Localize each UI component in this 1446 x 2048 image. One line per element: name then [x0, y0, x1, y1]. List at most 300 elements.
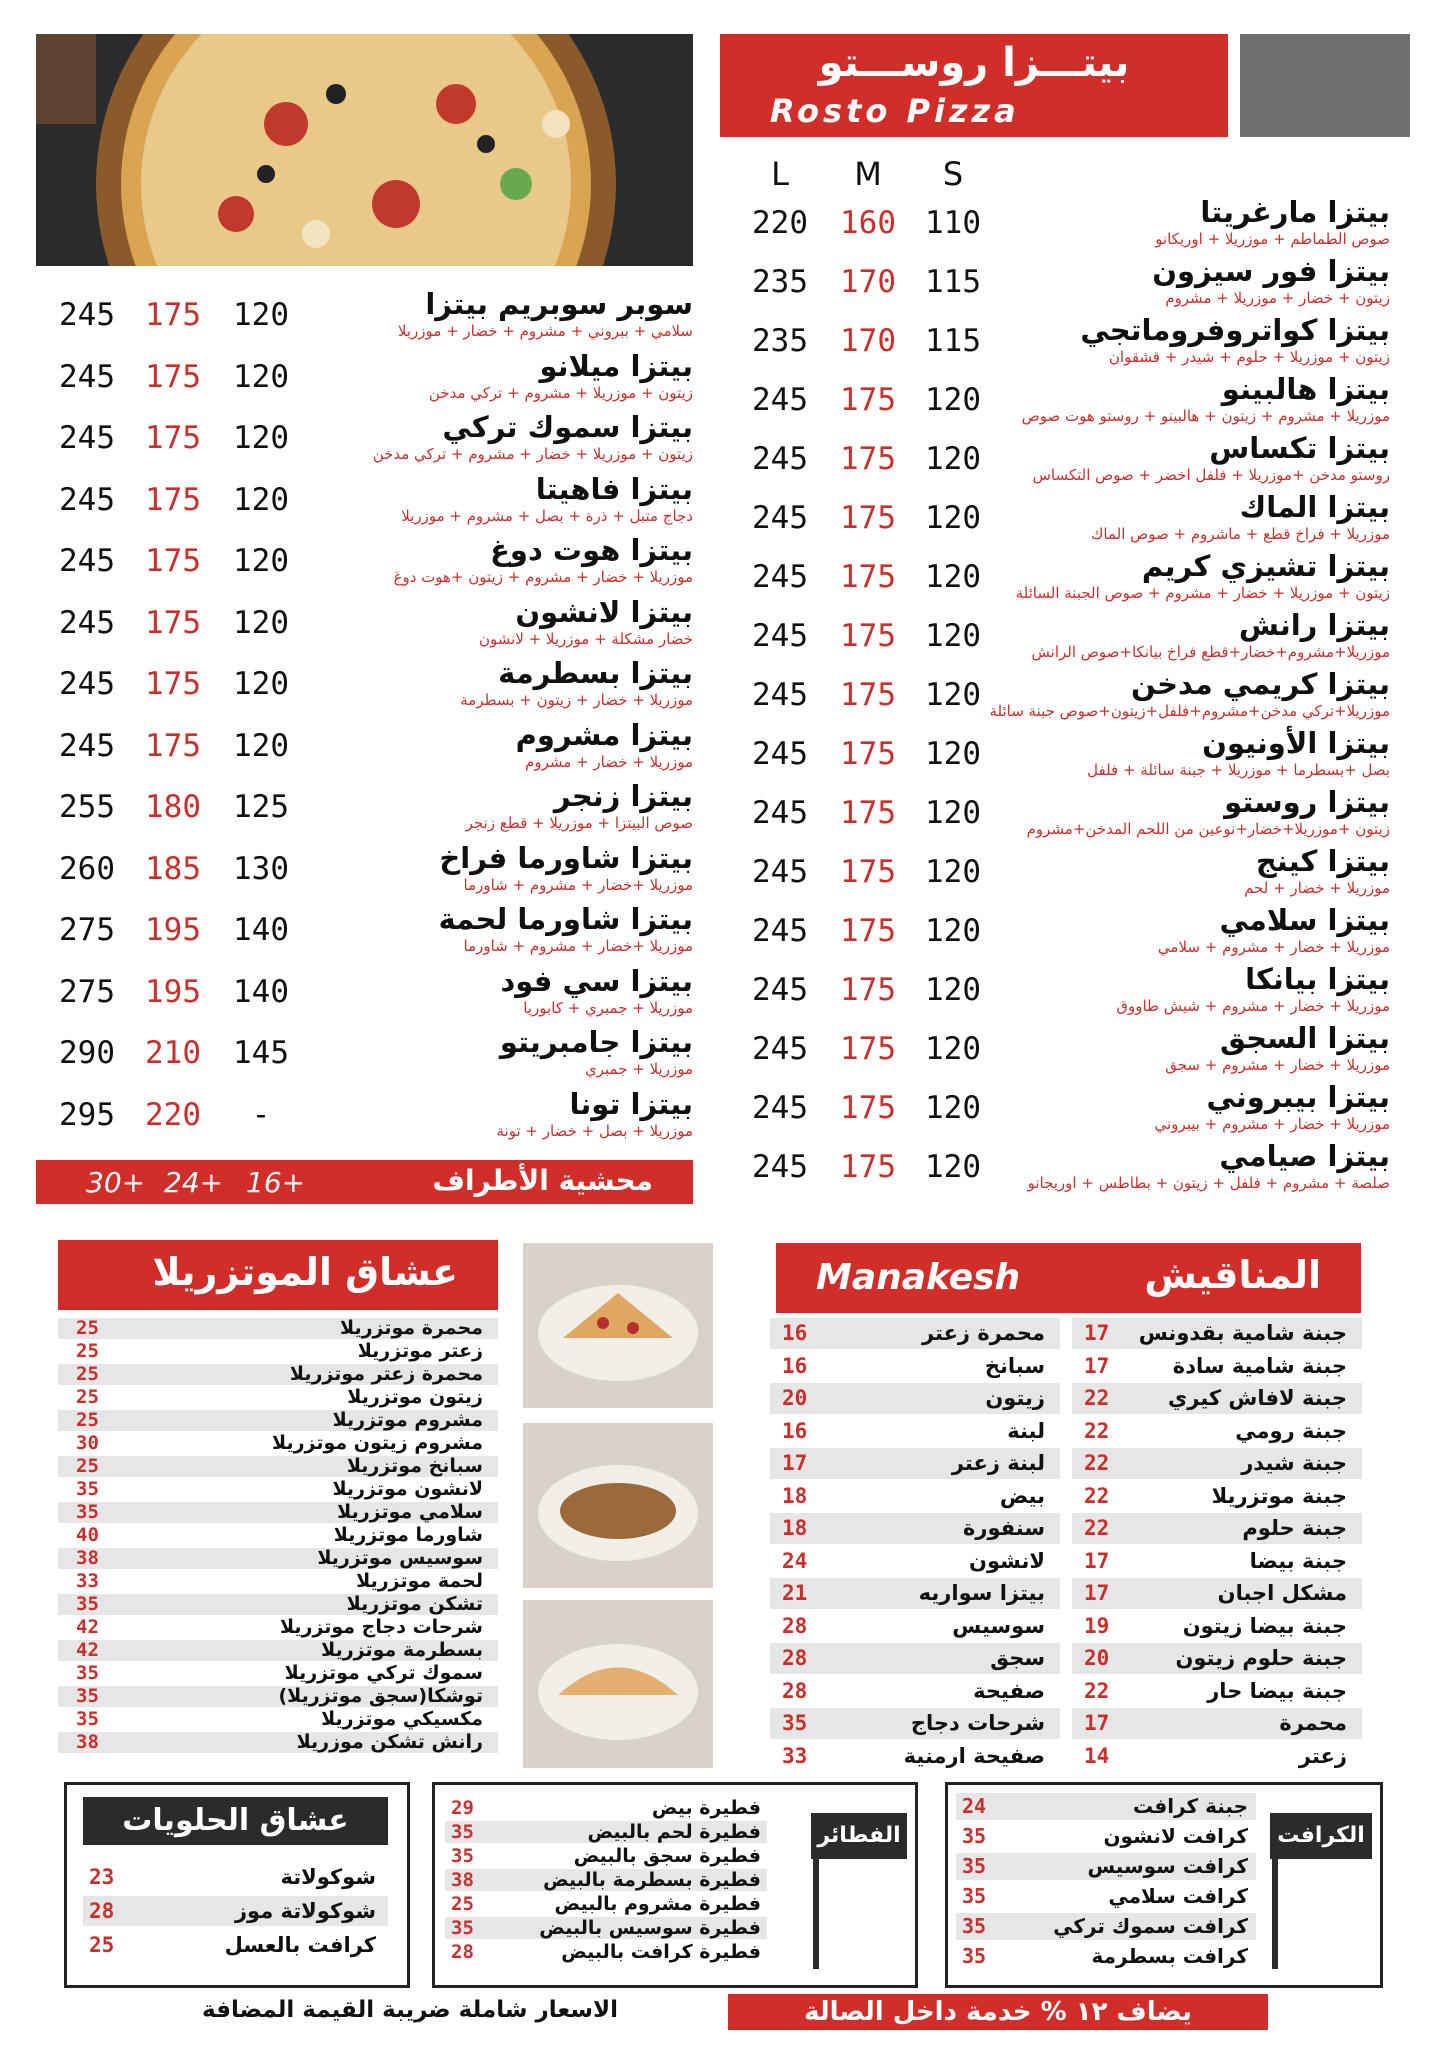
price-large: 235 — [752, 264, 808, 300]
price-medium: 175 — [145, 666, 201, 702]
manakesh-photo-3 — [523, 1600, 713, 1768]
list-item — [770, 1351, 1060, 1382]
item-price: 18 — [782, 1516, 808, 1540]
pizza-name: بيتزا مارغريتا — [1200, 195, 1390, 229]
list-item — [445, 1917, 767, 1939]
price-large: 245 — [752, 1031, 808, 1067]
item-name: فطيرة لحم بالبيض — [587, 1821, 761, 1843]
price-medium: 220 — [145, 1096, 201, 1133]
item-name: شوكولاتة موز — [234, 1899, 376, 1923]
pizza-row — [0, 841, 1446, 900]
price-medium: 175 — [840, 854, 896, 890]
pizza-desc: موزريلا + خضار + مشروم — [525, 752, 693, 771]
price-small: 120 — [925, 1031, 981, 1067]
price-large: 245 — [59, 727, 115, 764]
pizza-desc: خضار مشكلة + موزريلا + لانشون — [478, 629, 693, 648]
list-item — [83, 1862, 388, 1892]
list-item — [58, 1456, 498, 1477]
price-small: 115 — [925, 264, 981, 300]
header-title-ar: بيتـــزا روســـتو — [818, 40, 1130, 86]
list-item — [445, 1941, 767, 1963]
item-price: 25 — [76, 1363, 99, 1385]
list-item — [956, 1793, 1256, 1820]
item-price: 25 — [76, 1340, 99, 1362]
list-item — [956, 1823, 1256, 1850]
price-medium: 175 — [145, 604, 201, 641]
price-medium: 175 — [840, 441, 896, 477]
pizza-name: بيتزا كواتروفروماتجي — [1080, 313, 1390, 347]
size-header-s: S — [942, 155, 964, 193]
item-price: 22 — [1084, 1678, 1110, 1703]
pizza-desc: زيتون + موزريلا + خضار + مشروم + تركي مدخن — [372, 445, 693, 463]
price-medium: 175 — [145, 727, 201, 764]
item-price: 21 — [782, 1581, 808, 1605]
price-large: 295 — [59, 1096, 115, 1133]
item-price: 28 — [782, 1646, 808, 1670]
list-item — [83, 1896, 388, 1926]
item-name: زيتون — [985, 1386, 1045, 1410]
pizza-name: بيتزا فاهيتا — [535, 471, 693, 506]
item-name: بسطرمة موتزريلا — [321, 1639, 483, 1661]
item-price: 38 — [451, 1869, 474, 1891]
item-name: جبنة لافاش كيري — [1168, 1386, 1347, 1410]
stuffed-crust-price-s: 16+ — [246, 1166, 306, 1199]
item-price: 42 — [76, 1639, 99, 1661]
item-name: جبنة حلوم — [1242, 1516, 1347, 1540]
item-name: جبنة شامية سادة — [1172, 1353, 1347, 1378]
item-name: تشكن موتزريلا — [346, 1593, 483, 1615]
item-name: جبنة كرافت — [1132, 1794, 1248, 1818]
item-name: مشروم موتزريلا — [332, 1409, 483, 1431]
item-name: سوسيس موتزريلا — [317, 1547, 483, 1569]
price-large: 245 — [59, 481, 115, 518]
pizza-desc: صوص الطماطم + موزريلا + اوريكانو — [1155, 230, 1390, 248]
mozzarella-title: عشاق الموتزريلا — [152, 1250, 458, 1294]
item-price: 24 — [962, 1794, 987, 1818]
item-price: 42 — [76, 1616, 99, 1638]
header-banner — [720, 34, 1228, 137]
item-price: 19 — [1084, 1613, 1110, 1638]
price-large: 245 — [752, 736, 808, 772]
pizza-row — [0, 1025, 1446, 1084]
pizza-name: بيتزا شاورما لحمة — [438, 902, 693, 936]
price-small: 120 — [233, 604, 289, 641]
pizza-name: بيتزا جامبريتو — [499, 1025, 693, 1059]
manakesh-title-ar: المناقيش — [1144, 1253, 1321, 1297]
list-item — [956, 1853, 1256, 1880]
stuffed-crust-price-l: 30+ — [86, 1166, 146, 1199]
price-large: 245 — [752, 913, 808, 949]
pizza-desc: موزريلا + جمبري — [585, 1060, 693, 1078]
price-large: 245 — [752, 500, 808, 536]
price-small: 120 — [925, 736, 981, 772]
item-price: 17 — [1084, 1581, 1110, 1605]
price-medium: 175 — [840, 1149, 896, 1185]
price-small: 120 — [233, 358, 289, 395]
sweets-title: عشاق الحلويات — [122, 1803, 349, 1838]
price-small: 120 — [233, 543, 289, 579]
sweets-box — [64, 1782, 410, 1988]
item-price: 35 — [76, 1662, 99, 1684]
pizza-row — [0, 410, 1446, 469]
list-item — [58, 1502, 498, 1523]
stuffed-crust-bar — [36, 1160, 693, 1204]
pizza-row — [0, 1087, 1446, 1146]
item-name: كرافت سوسيس — [1087, 1854, 1248, 1878]
pizza-name: بيتزا كينج — [1255, 844, 1390, 878]
item-name: جبنة شامية بقدونس — [1138, 1321, 1347, 1345]
item-price: 22 — [1084, 1418, 1110, 1443]
list-item — [1072, 1481, 1362, 1512]
list-item — [1072, 1708, 1362, 1739]
item-price: 29 — [451, 1797, 474, 1819]
item-name: فطيرة بسطرمة بالبيض — [543, 1869, 761, 1891]
list-item — [58, 1617, 498, 1638]
size-header-l: L — [771, 155, 789, 193]
pizza-row — [0, 902, 1446, 961]
list-item — [445, 1797, 767, 1819]
price-medium: 175 — [145, 297, 201, 333]
pizza-desc: موزريلا + جمبري + كابوريا — [523, 998, 693, 1017]
list-item — [1072, 1318, 1362, 1349]
list-item — [58, 1479, 498, 1500]
item-price: 28 — [782, 1613, 808, 1638]
price-small: 140 — [233, 973, 289, 1010]
price-small: 120 — [925, 1090, 981, 1126]
price-small: 120 — [925, 441, 981, 477]
item-name: شوكولاتة — [280, 1865, 376, 1889]
manakesh-header — [776, 1243, 1361, 1313]
item-price: 35 — [962, 1854, 987, 1878]
list-item — [445, 1893, 767, 1915]
price-small: 120 — [925, 972, 981, 1008]
item-name: جبنة موتزريلا — [1211, 1483, 1347, 1508]
price-large: 245 — [752, 1090, 808, 1126]
price-small: 120 — [925, 559, 981, 595]
header-grey-block — [1240, 34, 1410, 137]
pizza-name: بيتزا هالبينو — [1221, 372, 1390, 406]
item-price: 35 — [962, 1914, 987, 1938]
item-name: شرحات دجاج — [910, 1711, 1045, 1735]
price-small: 120 — [233, 666, 289, 702]
list-item — [83, 1930, 388, 1960]
price-small: 120 — [233, 420, 289, 456]
manakesh-photo-2 — [523, 1423, 713, 1588]
kraft-header — [1270, 1813, 1372, 1859]
price-large: 245 — [752, 382, 808, 418]
pizza-name: بيتزا تشيزي كريم — [1141, 549, 1390, 583]
price-small: 120 — [925, 382, 981, 418]
list-item — [445, 1869, 767, 1891]
price-medium: 175 — [840, 382, 896, 418]
item-price: 24 — [782, 1548, 808, 1573]
price-large: 275 — [59, 973, 115, 1010]
kraft-title: الكرافت — [1277, 1823, 1365, 1848]
pizza-desc: موزريلا +خضار + مشروم + شاورما — [463, 937, 693, 955]
list-item — [956, 1913, 1256, 1940]
pizza-desc: زيتون +موزريلا+خضار+نوعين من اللحم المدخن+مشروم — [1026, 820, 1390, 838]
item-price: 40 — [76, 1524, 99, 1546]
price-small: - — [251, 1096, 271, 1133]
pizza-name: بيتزا الأونيون — [1202, 726, 1390, 760]
list-item — [58, 1594, 498, 1615]
pizza-name: بيتزا السجق — [1219, 1021, 1390, 1055]
list-item — [770, 1318, 1060, 1349]
list-item — [58, 1709, 498, 1730]
item-price: 35 — [451, 1917, 474, 1939]
list-item — [58, 1663, 498, 1684]
list-item — [445, 1821, 767, 1843]
price-large: 245 — [752, 1149, 808, 1185]
list-item — [1072, 1643, 1362, 1674]
pizza-name: بيتزا فور سيزون — [1152, 254, 1390, 288]
list-item — [58, 1525, 498, 1546]
item-price: 22 — [1084, 1451, 1110, 1475]
item-name: توشكا(سجق موتزريلا) — [278, 1685, 483, 1707]
item-name: جبنة رومي — [1235, 1418, 1347, 1443]
pizza-desc: موزريلا + بصل + خضار + تونة — [496, 1121, 693, 1140]
price-medium: 175 — [840, 1090, 896, 1126]
pizza-row — [0, 533, 1446, 592]
item-name: لحمة موتزريلا — [356, 1570, 483, 1592]
item-price: 22 — [1084, 1386, 1110, 1410]
pizza-desc: دجاج متبل + ذرة + بصل + مشروم + موزريلا — [401, 506, 693, 525]
item-name: جبنة بيضا زيتون — [1182, 1613, 1347, 1638]
price-medium: 185 — [145, 850, 201, 887]
price-medium: 175 — [145, 358, 201, 395]
pizza-desc: صوص البيتزا + موزريلا + قطع زنجر — [465, 814, 693, 832]
pizza-desc: سلامي + ببروني + مشروم + خضار + موزريلا — [397, 322, 693, 340]
item-name: شرحات دجاج موتزريلا — [279, 1616, 483, 1638]
pizza-desc: روستو مدخن +موزريلا + فلفل اخضر + صوص التكساس — [1032, 466, 1390, 484]
price-medium: 210 — [145, 1035, 201, 1071]
pizza-name: بيتزا بسطرمة — [498, 656, 693, 690]
item-price: 33 — [76, 1570, 99, 1592]
list-item — [58, 1318, 498, 1339]
item-price: 28 — [89, 1899, 115, 1923]
pies-header — [811, 1813, 907, 1859]
item-name: محمرة زعتر — [921, 1321, 1045, 1345]
item-price: 17 — [1084, 1711, 1110, 1735]
price-large: 220 — [752, 205, 808, 241]
item-price: 16 — [782, 1418, 808, 1443]
service-note-bar — [728, 1994, 1268, 2030]
pizza-name: بيتزا رانش — [1238, 608, 1390, 642]
price-small: 120 — [925, 913, 981, 949]
price-large: 245 — [59, 543, 115, 579]
item-name: مشكل اجبان — [1217, 1581, 1347, 1605]
list-item — [956, 1883, 1256, 1910]
kraft-header-stem — [1272, 1859, 1278, 1969]
sweets-header — [83, 1797, 388, 1845]
pizza-name: بيتزا ميلانو — [539, 348, 693, 383]
price-small: 125 — [233, 789, 289, 825]
price-small: 110 — [925, 205, 981, 241]
item-price: 20 — [782, 1386, 808, 1410]
item-name: كرافت بسطرمة — [1091, 1944, 1248, 1968]
item-price: 25 — [76, 1386, 99, 1408]
item-name: كرافت لانشون — [1103, 1824, 1248, 1848]
item-name: كرافت سموك تركي — [1053, 1914, 1248, 1938]
item-name: مشروم زيتون موتزريلا — [272, 1432, 483, 1454]
pizza-desc: موزريلا + خضار + مشروم + سجق — [1165, 1056, 1390, 1074]
price-small: 120 — [233, 297, 289, 333]
price-small: 120 — [925, 618, 981, 654]
item-name: زعتر — [1298, 1743, 1347, 1768]
item-name: صفيحة ارمنية — [903, 1743, 1045, 1768]
price-large: 245 — [752, 972, 808, 1008]
pizza-name: بيتزا سموك تركي — [442, 410, 693, 444]
item-price: 35 — [76, 1708, 99, 1730]
item-price: 35 — [962, 1944, 987, 1968]
list-item — [445, 1845, 767, 1867]
price-medium: 175 — [840, 795, 896, 831]
price-small: 120 — [925, 1149, 981, 1185]
item-name: سبانخ — [984, 1353, 1045, 1378]
item-price: 38 — [76, 1547, 99, 1569]
list-item — [770, 1643, 1060, 1674]
pizza-name: بيتزا بيانكا — [1245, 962, 1390, 996]
item-name: فطيرة سجق بالبيض — [573, 1845, 761, 1867]
item-name: محمرة — [1279, 1711, 1347, 1735]
item-price: 33 — [782, 1743, 808, 1768]
item-name: بيتزا سواريه — [918, 1581, 1045, 1605]
list-item — [58, 1548, 498, 1569]
list-item — [58, 1410, 498, 1431]
item-name: جبنة بيضا — [1249, 1548, 1347, 1573]
list-item — [770, 1611, 1060, 1642]
price-small: 130 — [233, 850, 289, 887]
price-small: 120 — [925, 795, 981, 831]
list-item — [58, 1433, 498, 1454]
item-name: فطيرة مشروم بالبيض — [554, 1893, 761, 1915]
price-large: 245 — [59, 297, 115, 333]
item-name: كرافت بالعسل — [224, 1933, 376, 1957]
pizza-desc: موزريلا + خضار + لحم — [1244, 879, 1390, 897]
price-large: 245 — [752, 677, 808, 713]
pizza-desc: زيتون + موزريلا + حلوم + شيدر + قشقوان — [1108, 348, 1390, 366]
price-medium: 175 — [840, 913, 896, 949]
price-large: 245 — [59, 420, 115, 456]
price-large: 290 — [59, 1035, 115, 1071]
pies-header-stem — [813, 1859, 819, 1969]
item-price: 17 — [1084, 1548, 1110, 1573]
item-price: 17 — [1084, 1353, 1110, 1378]
price-medium: 160 — [840, 205, 896, 241]
list-item — [770, 1383, 1060, 1414]
item-name: فطيرة سوسيس بالبيض — [539, 1917, 761, 1939]
pizza-desc: زيتون + موزريلا + مشروم + تركي مدخن — [428, 383, 693, 402]
pizza-desc: موزريلا + خضار + مشروم + بيبروني — [1154, 1115, 1390, 1133]
pizza-row — [0, 718, 1446, 777]
price-medium: 175 — [145, 481, 201, 518]
pizza-row — [0, 349, 1446, 408]
mozzarella-header — [58, 1240, 498, 1310]
price-medium: 175 — [840, 972, 896, 1008]
price-small: 115 — [925, 323, 981, 359]
item-price: 28 — [782, 1678, 808, 1703]
pizza-row — [0, 595, 1446, 654]
pizza-name: بيتزا سي فود — [500, 963, 693, 998]
item-name: صفيحة — [973, 1678, 1045, 1703]
pizza-name: بيتزا بيبروني — [1206, 1080, 1390, 1114]
list-item — [956, 1943, 1256, 1970]
list-item — [770, 1546, 1060, 1577]
item-price: 25 — [76, 1317, 99, 1339]
list-item — [770, 1513, 1060, 1544]
item-name: مكسيكي موتزريلا — [321, 1708, 483, 1730]
pizza-name: بيتزا شاورما فراخ — [439, 840, 693, 875]
item-price: 16 — [782, 1353, 808, 1378]
list-item — [770, 1481, 1060, 1512]
price-small: 120 — [925, 677, 981, 713]
price-small: 145 — [233, 1035, 289, 1071]
item-price: 22 — [1084, 1483, 1110, 1508]
pizza-desc: موزريلا + مشروم + زيتون + هالبينو + روستو هوت صوص — [1021, 407, 1390, 425]
item-name: زيتون موتزريلا — [347, 1386, 483, 1408]
item-price: 14 — [1084, 1743, 1110, 1768]
item-price: 30 — [76, 1432, 99, 1454]
price-large: 245 — [752, 559, 808, 595]
list-item — [1072, 1676, 1362, 1707]
price-medium: 175 — [840, 736, 896, 772]
list-item — [58, 1686, 498, 1707]
item-name: محمرة زعتر موتزريلا — [289, 1363, 483, 1385]
item-price: 25 — [76, 1455, 99, 1477]
pizza-row — [0, 964, 1446, 1023]
item-name: فطيرة كرافت بالبيض — [561, 1941, 761, 1963]
item-price: 25 — [451, 1893, 474, 1915]
item-name: سموك تركي موتزريلا — [284, 1662, 483, 1684]
pizza-name: بيتزا تونا — [569, 1086, 693, 1121]
price-large: 245 — [59, 358, 115, 395]
price-medium: 170 — [840, 264, 896, 300]
pies-title: الفطائر — [817, 1823, 901, 1848]
item-price: 23 — [89, 1865, 115, 1889]
item-price: 17 — [782, 1451, 808, 1475]
stuffed-crust-label: محشية الأطراف — [432, 1164, 653, 1197]
list-item — [1072, 1416, 1362, 1447]
manakesh-photo-1 — [523, 1243, 713, 1408]
price-medium: 195 — [145, 912, 201, 948]
pies-box — [432, 1782, 918, 1988]
item-price: 25 — [89, 1933, 115, 1957]
pizza-row — [0, 472, 1446, 531]
item-price: 16 — [782, 1321, 808, 1345]
pizza-name: سوبر سوبريم بيتزا — [425, 287, 693, 321]
item-price: 38 — [76, 1731, 99, 1753]
price-medium: 175 — [840, 1031, 896, 1067]
item-price: 35 — [962, 1884, 987, 1908]
item-price: 25 — [76, 1409, 99, 1431]
pizza-row — [0, 779, 1446, 838]
kraft-box — [945, 1782, 1383, 1988]
item-name: سوسيس — [952, 1613, 1045, 1638]
list-item — [1072, 1351, 1362, 1382]
item-name: محمرة موتزريلا — [340, 1317, 483, 1339]
item-name: لانشون — [969, 1548, 1045, 1573]
manakesh-title-en: Manakesh — [816, 1257, 1021, 1298]
item-name: كرافت سلامي — [1108, 1884, 1248, 1908]
list-item — [770, 1416, 1060, 1447]
item-price: 22 — [1084, 1516, 1110, 1540]
item-price: 18 — [782, 1483, 808, 1508]
price-small: 140 — [233, 912, 289, 948]
item-name: بيض — [999, 1483, 1045, 1508]
pizza-name: بيتزا تكساس — [1209, 431, 1390, 465]
pizza-name: بيتزا هوت دوغ — [490, 533, 693, 567]
price-large: 255 — [59, 789, 115, 825]
